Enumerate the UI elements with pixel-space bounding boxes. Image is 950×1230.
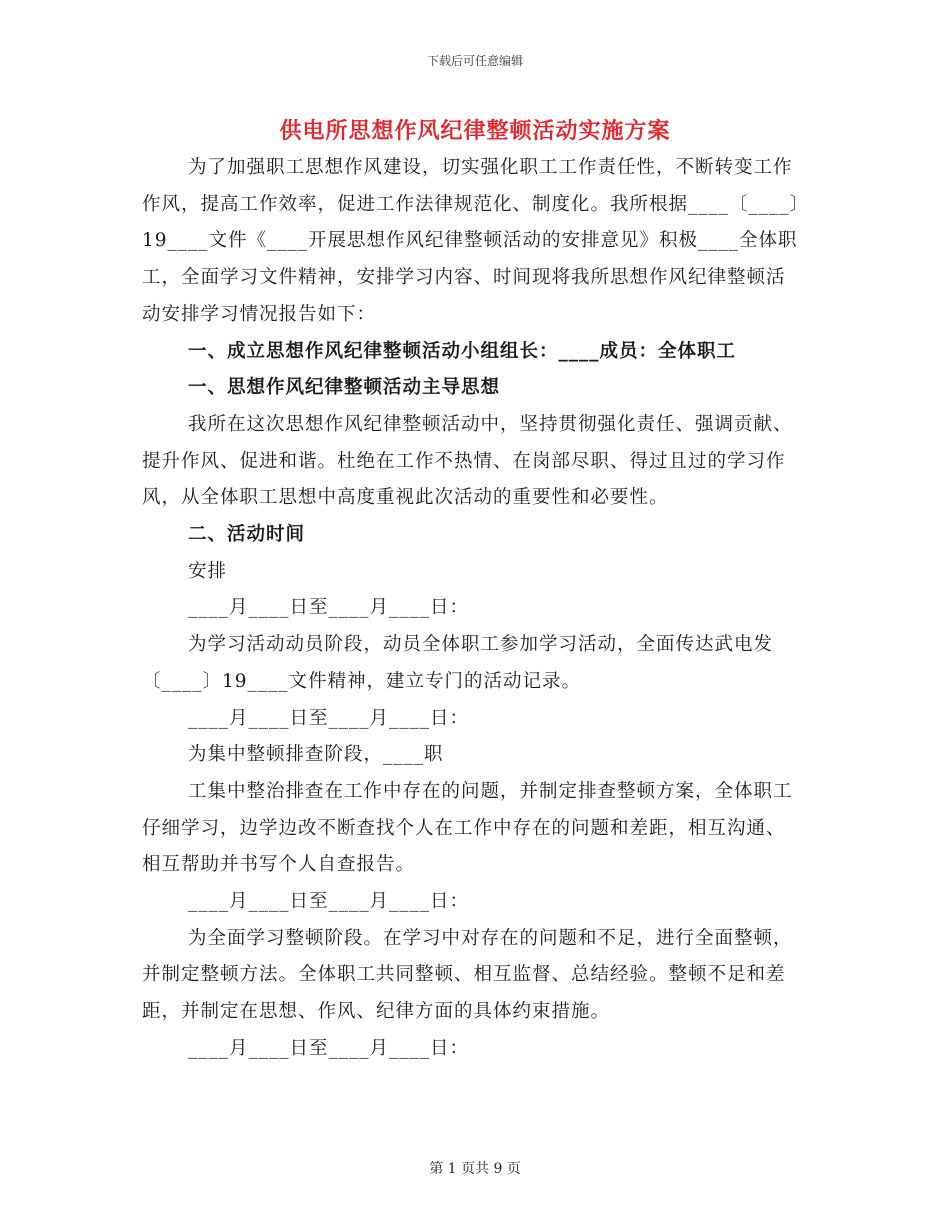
page-footer: 第 1 页共 9 页 bbox=[429, 1161, 521, 1177]
phase-2-paragraph: 工集中整治排查在工作中存在的问题，并制定排查整顿方案，全体职工仔细学习，边学边改不断查找个人在工作中存在的问题和差距，相互沟通、相互帮助并书写个人自查报告。 bbox=[142, 780, 793, 876]
document-body bbox=[142, 150, 802, 1068]
section-heading-team: 一、成立思想作风纪律整顿活动小组组长：____成员：全体职工 bbox=[188, 340, 737, 362]
date-range-4: ____月____日至____月____日： bbox=[188, 1037, 470, 1059]
intro-paragraph: 为了加强职工思想作风建设，切实强化职工工作责任性，不断转变工作作风，提高工作效率，促进工作法律规范化、制度化。我所根据____〔____〕19____文件《____开展思想作风纪律整顿活动的安排意见》积极____全体职工，全面学习文件精神，安排学习内容、时间现将我所思想作风纪律整顿活动安排学习情况报告如下： bbox=[142, 157, 800, 325]
document-title: 供电所思想作风纪律整顿活动实施方案 bbox=[279, 118, 671, 144]
schedule-label: 安排 bbox=[188, 560, 228, 582]
section-heading-guiding-idea: 一、思想作风纪律整顿活动主导思想 bbox=[188, 377, 501, 399]
date-range-2: ____月____日至____月____日： bbox=[188, 707, 470, 729]
phase-2-intro: 为集中整顿排查阶段，____职 bbox=[188, 744, 444, 766]
guiding-idea-paragraph: 我所在这次思想作风纪律整顿活动中，坚持贯彻强化责任、强调贡献、提升作风、促进和谐。杜绝在工作不热情、在岗部尽职、得过且过的学习作风，从全体职工思想中高度重视此次活动的重要性和必要性。 bbox=[142, 413, 793, 509]
date-range-3: ____月____日至____月____日： bbox=[188, 891, 470, 913]
phase-3-paragraph: 为全面学习整顿阶段。在学习中对存在的问题和不足，进行全面整顿，并制定整顿方法。全体职工共同整顿、相互监督、总结经验。整顿不足和差距，并制定在思想、作风、纪律方面的具体约束措施。 bbox=[142, 927, 793, 1023]
date-range-1: ____月____日至____月____日： bbox=[188, 597, 470, 619]
section-heading-activity-time: 二、活动时间 bbox=[188, 524, 306, 546]
phase-1-paragraph: 为学习活动动员阶段，动员全体职工参加学习活动，全面传达武电发〔____〕19____文件精神，建立专门的活动记录。 bbox=[142, 634, 774, 692]
page-header: 下载后可任意编辑 bbox=[426, 54, 523, 68]
